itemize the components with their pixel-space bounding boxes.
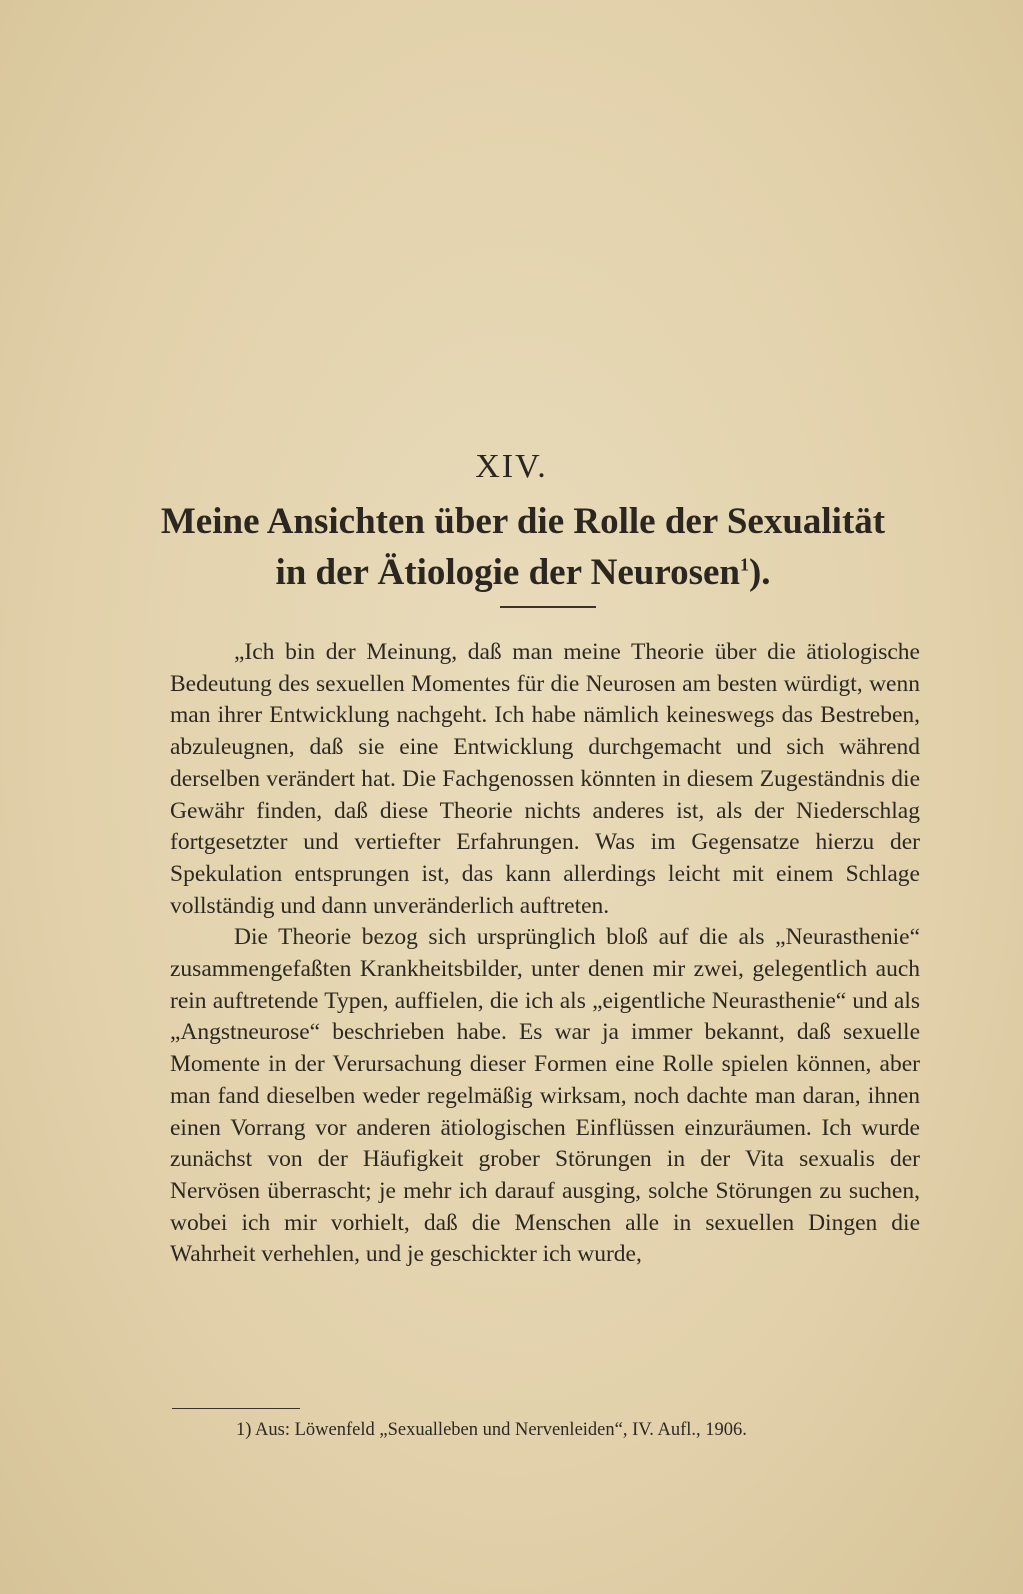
- chapter-title-line-1: Meine Ansichten über die Rolle der Sexualität: [160, 501, 886, 542]
- chapter-number: XIV.: [475, 448, 548, 485]
- paragraph-2: Die Theorie bezog sich ursprünglich bloß auf die als „Neurasthenie“ zusammengefaßten Krankheitsbilder, unter denen mir zwei, gelegentlich auch rein auftretende Typen, auffielen, die ich als „eigentliche Neurasthenie“ und als „Angstneurose“ beschrieben habe. Es war ja immer bekannt, daß sexuelle Momente in der Verursachung dieser Formen eine Rolle spielen können, aber man fand dieselben weder regelmäßig wirksam, noch dachte man daran, ihnen einen Vorrang vor anderen ätiologischen Einflüssen einzuräumen. Ich wurde zunächst von der Häufigkeit grober Störungen in der Vita sexualis der Nervösen überrascht; je mehr ich darauf ausging, solche Störungen zu suchen, wobei ich mir vorhielt, daß die Menschen alle in sexuellen Dingen die Wahrheit verhehlen, und je geschickter ich wurde,: [170, 924, 920, 1268]
- title-divider: [500, 606, 596, 608]
- chapter-title-line-2: [100, 547, 946, 598]
- footnote-marker: 1): [236, 1420, 252, 1440]
- body-text: [170, 637, 920, 1271]
- paragraph-1: „Ich bin der Meinung, daß man meine Theorie über die ätiologische Bedeutung des sexuellen Momentes für die Neurosen am besten würdigt, wenn man ihrer Entwicklung nachgeht. Ich habe nämlich keineswegs das Bestreben, abzuleugnen, daß sie eine Entwicklung durchgemacht und sich während derselben verändert hat. Die Fachgenossen könnten in diesem Zugeständnis die Gewähr finden, daß diese Theorie nichts anderes ist, als der Niederschlag fortgesetzter und vertiefter Erfahrungen. Was im Gegensatze hierzu der Spekulation entsprungen ist, das kann allerdings leicht mit einem Schlage vollständig und dann unveränderlich auftreten.: [170, 639, 920, 919]
- footnote-text: Aus: Löwenfeld „Sexualleben und Nervenleiden“, IV. Aufl., 1906.: [255, 1420, 747, 1440]
- title-closing: ).: [748, 552, 771, 593]
- footnote: [236, 1418, 926, 1442]
- chapter-title-line-2-text: in der Ätiologie der Neurosen: [275, 552, 740, 593]
- footnote-divider: [172, 1408, 300, 1409]
- chapter-title: [100, 496, 946, 598]
- title-footnote-marker[interactable]: 1: [739, 554, 749, 575]
